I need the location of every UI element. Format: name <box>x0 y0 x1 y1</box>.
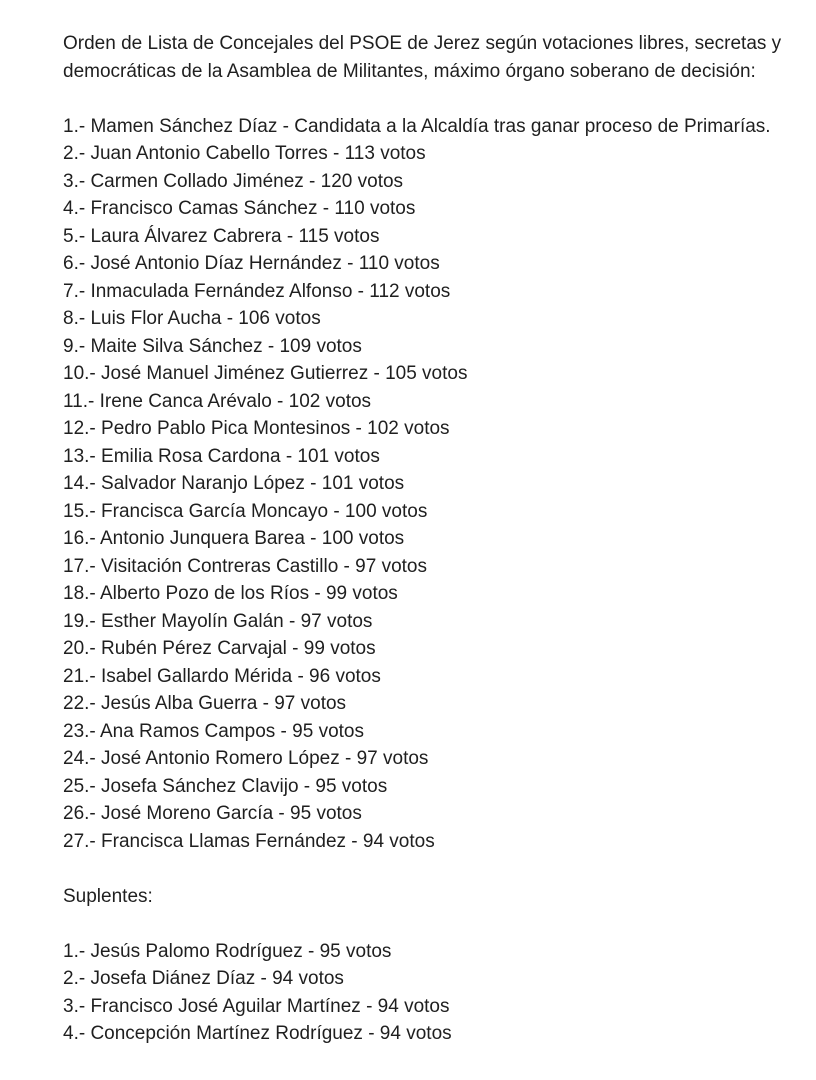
list-item: 8.- Luis Flor Aucha - 106 votos <box>63 308 321 329</box>
list-item: 22.- Jesús Alba Guerra - 97 votos <box>63 693 347 714</box>
list-item: 6.- José Antonio Díaz Hernández - 110 votos <box>63 253 440 274</box>
list-item: 18.- Alberto Pozo de los Ríos - 99 votos <box>63 583 398 604</box>
list-item: 19.- Esther Mayolín Galán - 97 votos <box>63 610 373 632</box>
list-item: 12.- Pedro Pablo Pica Montesinos - 102 votos <box>63 418 450 439</box>
list-item: 9.- Maite Silva Sánchez - 109 votos <box>63 335 362 357</box>
blank-line <box>63 910 776 938</box>
list-item: 1.- Mamen Sánchez Díaz - Candidata a la Alcaldía tras ganar proceso de Primarías. <box>63 115 771 137</box>
list-item: 16.- Antonio Junquera Barea - 100 votos <box>63 528 405 549</box>
document-title <box>63 30 782 85</box>
blank-line <box>63 85 776 113</box>
list-item: 10.- José Manuel Jiménez Gutierrez - 105 votos <box>63 363 468 384</box>
list-item: 2.- Juan Antonio Cabello Torres - 113 votos <box>63 143 426 164</box>
suplentes-heading: Suplentes: <box>63 885 153 907</box>
list-item: 5.- Laura Álvarez Cabrera - 115 votos <box>63 225 380 247</box>
document-title-line-1: Orden de Lista de Concejales del PSOE de Jerez según votaciones libres, secretas y <box>63 33 782 54</box>
list-item: 13.- Emilia Rosa Cardona - 101 votos <box>63 445 380 467</box>
list-item: 14.- Salvador Naranjo López - 101 votos <box>63 473 405 494</box>
document-title-line-2: democráticas de la Asamblea de Militantes, máximo órgano soberano de decisión: <box>63 60 756 82</box>
list-item: 4.- Francisco Camas Sánchez - 110 votos <box>63 198 416 219</box>
suplentes-list <box>63 938 776 1048</box>
list-item: 17.- Visitación Contreras Castillo - 97 votos <box>63 555 427 577</box>
list-item: 26.- José Moreno García - 95 votos <box>63 803 362 824</box>
list-item: 11.- Irene Canca Arévalo - 102 votos <box>63 390 372 412</box>
list-item: 20.- Rubén Pérez Carvajal - 99 votos <box>63 638 376 659</box>
main-list <box>63 113 776 856</box>
list-item: 2.- Josefa Diánez Díaz - 94 votos <box>63 968 344 989</box>
list-item: 4.- Concepción Martínez Rodríguez - 94 votos <box>63 1023 452 1044</box>
list-item: 23.- Ana Ramos Campos - 95 votos <box>63 720 364 742</box>
list-item: 21.- Isabel Gallardo Mérida - 96 votos <box>63 665 381 687</box>
list-item: 27.- Francisca Llamas Fernández - 94 votos <box>63 830 435 852</box>
list-item: 3.- Francisco José Aguilar Martínez - 94 votos <box>63 995 450 1017</box>
list-item: 15.- Francisca García Moncayo - 100 votos <box>63 500 428 522</box>
list-item: 3.- Carmen Collado Jiménez - 120 votos <box>63 170 404 192</box>
list-item: 25.- Josefa Sánchez Clavijo - 95 votos <box>63 775 388 797</box>
list-item: 24.- José Antonio Romero López - 97 votos <box>63 748 429 769</box>
list-item: 1.- Jesús Palomo Rodríguez - 95 votos <box>63 940 392 962</box>
list-item: 7.- Inmaculada Fernández Alfonso - 112 votos <box>63 280 451 302</box>
blank-line <box>63 855 776 883</box>
